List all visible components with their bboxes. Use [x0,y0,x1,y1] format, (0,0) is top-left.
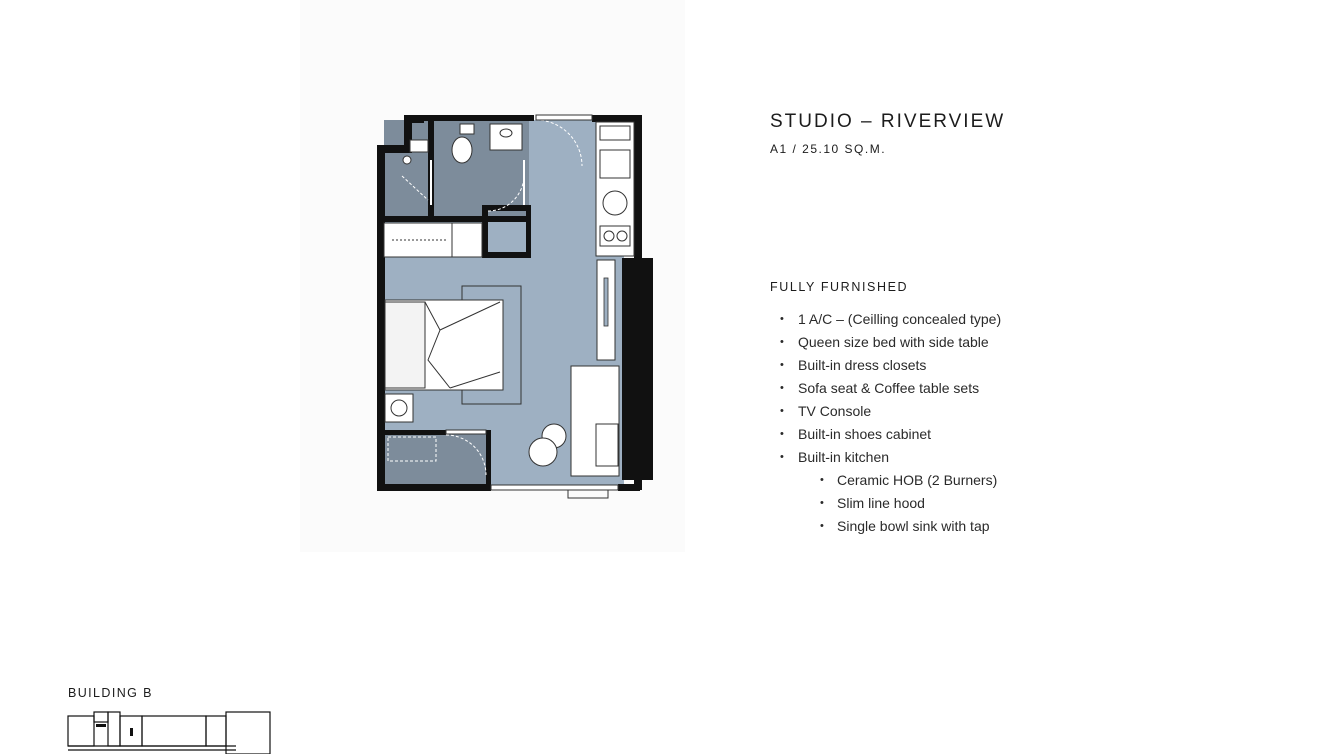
bullet-icon: • [780,405,784,417]
unit-size: A1 / 25.10 SQ.M. [770,142,887,156]
bullet-icon: • [780,336,784,348]
closet [384,223,482,257]
bullet-icon: • [780,428,784,440]
list-item-text: Queen size bed with side table [798,334,989,350]
list-item-text: 1 A/C – (Ceilling concealed type) [798,311,1002,327]
floor-plan-drawing [300,0,685,552]
list-item-text: Single bowl sink with tap [837,518,990,534]
list-item-text: Built-in shoes cabinet [798,426,932,442]
bullet-icon: • [780,451,784,463]
list-item-text: Built-in kitchen [798,449,890,465]
bullet-icon: • [780,382,784,394]
furnishing-heading: FULLY FURNISHED [770,280,909,294]
bullet-icon: • [820,497,824,509]
entry-area [384,432,486,488]
bullet-icon: • [820,474,824,486]
list-item-text: Sofa seat & Coffee table sets [798,380,980,396]
bullet-icon: • [780,313,784,325]
unit-title: STUDIO – RIVERVIEW [770,111,1006,132]
list-item-text: Ceramic HOB (2 Burners) [837,472,998,488]
kitchen-counter [596,122,634,256]
bullet-icon: • [820,520,824,532]
list-item-text: Built-in dress closets [798,357,927,373]
bullet-icon: • [780,359,784,371]
building-label: BUILDING B [68,686,153,700]
bed [385,286,521,404]
list-item-text: TV Console [798,403,872,419]
floor-plan-panel [300,0,685,552]
list-item-text: Slim line hood [837,495,925,511]
building-keyplan [66,710,276,754]
side-table [385,394,413,422]
